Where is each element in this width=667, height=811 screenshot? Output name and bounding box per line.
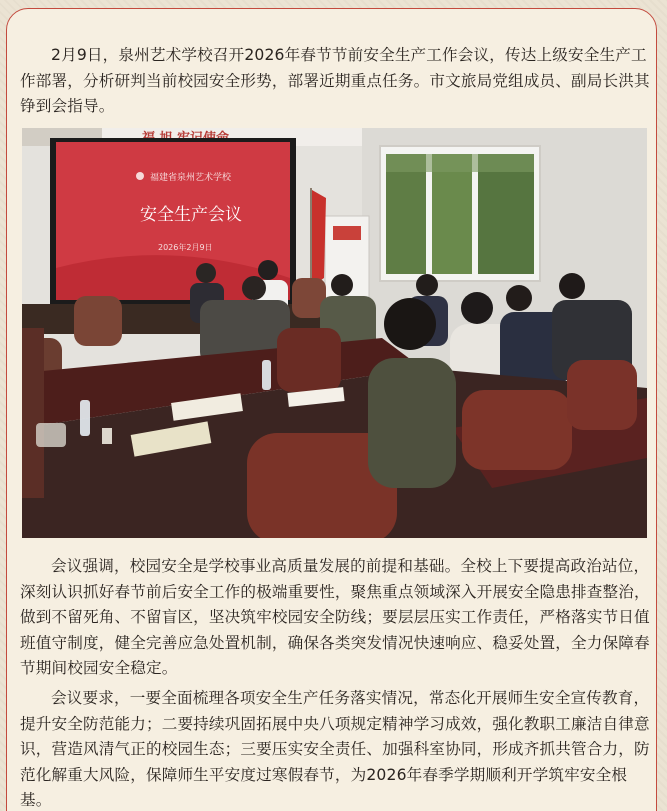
article-paragraph-2: 会议强调，校园安全是学校事业高质量发展的前提和基础。全校上下要提高政治站位，深刻认识抓好春节前后安全工作的极端重要性，聚焦重点领域深入开展安全隐患排查整治，做到不留死角、不留盲区，坚决筑牢校园安全防线；要层层压实工作责任，严格落实节日值班值守制度，健全完善应急处置机制，确保各类突发情况快速响应、稳妥处置，全力保障春节期间校园安全稳定。	[20, 557, 650, 677]
screen-title: 安全生产会议	[140, 205, 242, 225]
article-paragraph-3: 会议要求，一要全面梳理各项安全生产任务落实情况，常态化开展师生安全宣传教育，提升安全防范能力；二要持续巩固拓展中央八项规定精神学习成效，强化教职工廉洁自律意识，营造风清气正的校园生态；三要压实安全责任、加强科室协同，形成齐抓共管合力，防范化解重大风险，保障师生平安度过寒假春节，为2026年春季学期顺利开学筑牢安全根基。	[20, 689, 650, 809]
meeting-photo	[22, 128, 647, 538]
screen-school: 福建省泉州艺术学校	[150, 173, 232, 183]
screen-date: 2026年2月9日	[158, 243, 213, 252]
article-paragraph-1: 2月9日，泉州艺术学校召开2026年春节节前安全生产工作会议，传达上级安全生产工作部署，分析研判当前校园安全形势，部署近期重点任务。市文旅局党组成员、副局长洪其铮到会指导。	[20, 46, 650, 115]
